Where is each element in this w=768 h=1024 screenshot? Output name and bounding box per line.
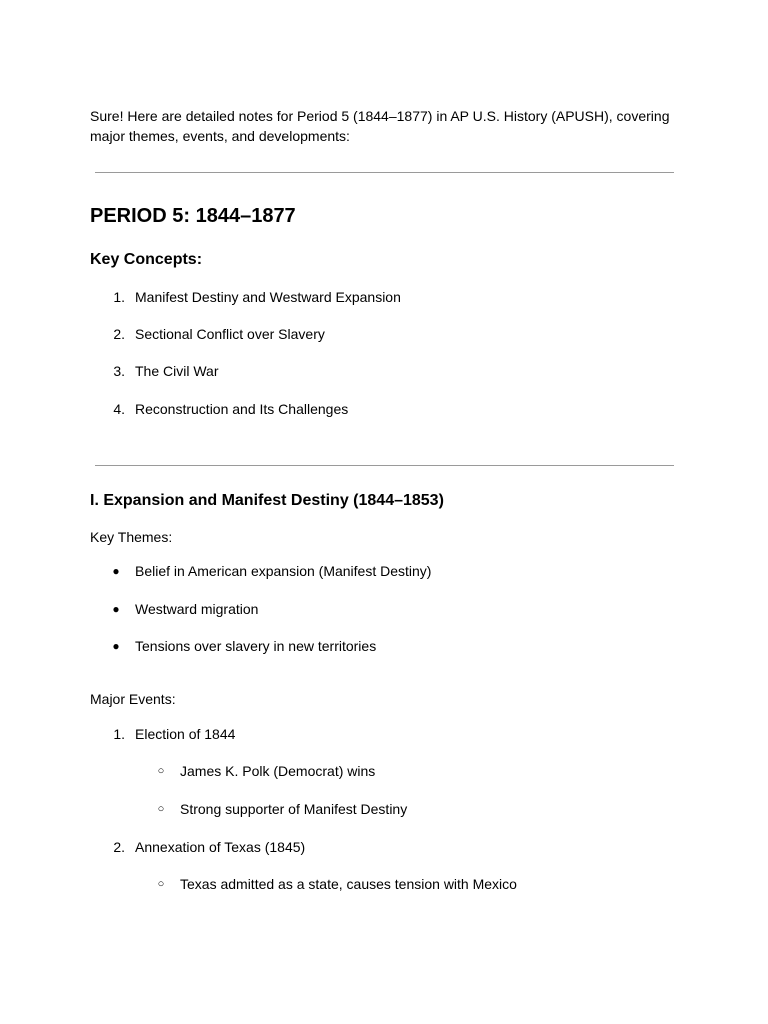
key-concept-item xyxy=(113,361,219,381)
list-item-text: James K. Polk (Democrat) wins xyxy=(180,763,376,779)
intro-paragraph: Sure! Here are detailed notes for Period 5 (1844–1877) in AP U.S. History (APUSH), covering major themes, events, and developments: xyxy=(90,108,670,144)
major-events-label: Major Events: xyxy=(90,691,176,707)
key-themes-label: Key Themes: xyxy=(90,529,173,545)
horizontal-divider xyxy=(95,172,674,173)
key-concepts-heading: Key Concepts: xyxy=(90,251,203,268)
event-list-item xyxy=(113,724,236,744)
theme-list-item xyxy=(112,561,432,581)
theme-list-item xyxy=(112,636,377,656)
key-concept-item xyxy=(113,324,325,344)
list-item-text: Strong supporter of Manifest Destiny xyxy=(180,801,408,817)
event-sub-item xyxy=(157,761,376,781)
list-number: 3. xyxy=(113,363,125,379)
list-number: 4. xyxy=(113,401,125,417)
event-list-item xyxy=(113,837,306,857)
list-number: 2. xyxy=(113,839,125,855)
list-item-text: Tensions over slavery in new territories xyxy=(135,638,377,654)
list-item-text: Election of 1844 xyxy=(135,726,236,742)
list-item-text: Reconstruction and Its Challenges xyxy=(135,401,349,417)
list-number: 1. xyxy=(113,289,125,305)
hollow-bullet-icon: ○ xyxy=(157,803,165,815)
event-sub-item xyxy=(157,874,517,894)
theme-list-item xyxy=(112,599,259,619)
horizontal-divider xyxy=(95,465,674,466)
hollow-bullet-icon: ○ xyxy=(157,765,165,777)
key-concept-item xyxy=(113,399,349,419)
hollow-bullet-icon: ○ xyxy=(157,878,165,890)
list-item-text: Texas admitted as a state, causes tension with Mexico xyxy=(180,876,517,892)
list-item-text: Belief in American expansion (Manifest Destiny) xyxy=(135,563,432,579)
section-heading: I. Expansion and Manifest Destiny (1844–1853) xyxy=(90,492,444,509)
list-item-text: Annexation of Texas (1845) xyxy=(135,839,306,855)
list-number: 1. xyxy=(113,726,125,742)
bullet-icon: ● xyxy=(112,639,120,653)
key-concept-item xyxy=(113,287,401,307)
list-item-text: Westward migration xyxy=(135,601,259,617)
bullet-icon: ● xyxy=(112,602,120,616)
list-item-text: Manifest Destiny and Westward Expansion xyxy=(135,289,401,305)
list-item-text: The Civil War xyxy=(135,363,219,379)
event-sub-item xyxy=(157,799,408,819)
page-title: PERIOD 5: 1844–1877 xyxy=(90,205,296,227)
list-number: 2. xyxy=(113,326,125,342)
list-item-text: Sectional Conflict over Slavery xyxy=(135,326,325,342)
bullet-icon: ● xyxy=(112,564,120,578)
